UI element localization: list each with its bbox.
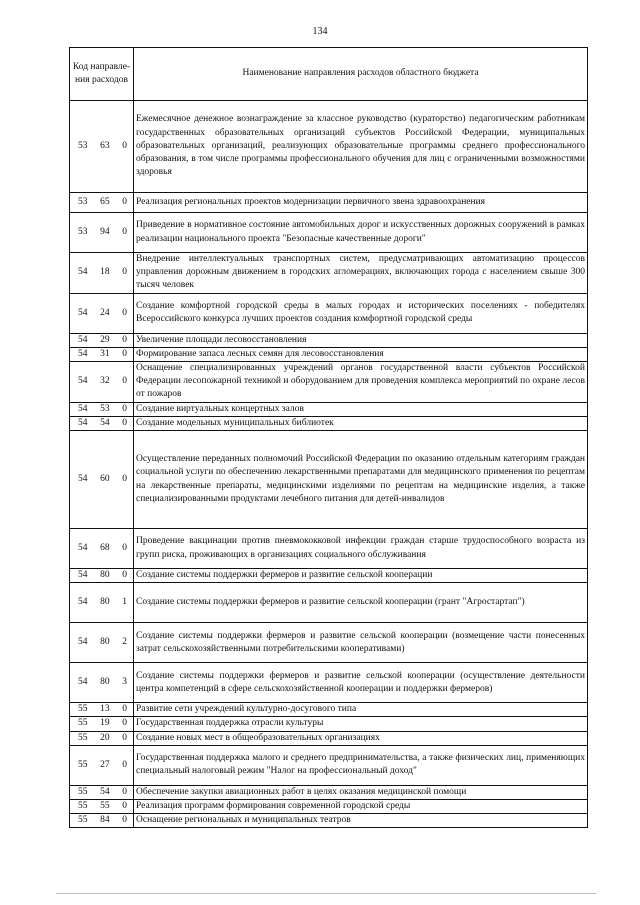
code-part-2: 53 <box>100 403 110 414</box>
expense-code-cell <box>70 213 134 253</box>
code-part-2: 68 <box>100 542 110 553</box>
code-part-1: 53 <box>78 140 88 151</box>
code-part-1: 55 <box>78 815 88 826</box>
expense-code-cell <box>70 623 134 663</box>
table-row <box>70 431 588 529</box>
table-row <box>70 193 588 213</box>
code-part-1: 55 <box>78 759 88 770</box>
code-part-3: 0 <box>122 801 127 812</box>
code-part-3: 0 <box>122 140 127 151</box>
code-part-2: 19 <box>100 718 110 729</box>
expense-direction-name: Создание модельных муниципальных библиотек <box>134 416 588 430</box>
expense-direction-name: Приведение в нормативное состояние автомобильных дорог и искусственных дорожных сооружений в рамках реализации национального проекта "Безопасные качественные дороги" <box>134 213 588 253</box>
code-part-3: 0 <box>122 307 127 318</box>
table-row <box>70 717 588 731</box>
code-part-3: 2 <box>122 637 127 648</box>
table-row <box>70 583 588 623</box>
expense-direction-name: Создание системы поддержки фермеров и развитие сельской кооперации <box>134 569 588 583</box>
code-part-3: 1 <box>122 597 127 608</box>
code-part-3: 0 <box>122 417 127 428</box>
expense-code-cell <box>70 431 134 529</box>
code-part-2: 80 <box>100 677 110 688</box>
expense-code-cell <box>70 569 134 583</box>
expense-code-cell <box>70 402 134 416</box>
code-part-1: 54 <box>78 403 88 414</box>
table-row <box>70 569 588 583</box>
expense-direction-name: Развитие сети учреждений культурно-досугового типа <box>134 703 588 717</box>
code-part-3: 0 <box>122 718 127 729</box>
code-part-1: 54 <box>78 267 88 278</box>
table-row <box>70 703 588 717</box>
expense-direction-name: Осуществление переданных полномочий Российской Федерации по оказанию отдельным категориям граждан социальной услуги по обеспечению лекарственными препаратами для медицинского применения по рецептам на лекарственные препараты, медицинскими изделиями по рецептам на медицинские изделия, а также специализированными продуктами лечебного питания для детей-инвалидов <box>134 431 588 529</box>
code-part-3: 0 <box>122 732 127 743</box>
code-part-1: 55 <box>78 718 88 729</box>
code-part-1: 54 <box>78 637 88 648</box>
table-row <box>70 663 588 703</box>
expense-code-cell <box>70 416 134 430</box>
table-row <box>70 213 588 253</box>
code-part-1: 54 <box>78 348 88 359</box>
expense-code-cell <box>70 583 134 623</box>
expense-code-cell <box>70 703 134 717</box>
expense-code-cell <box>70 529 134 569</box>
expense-direction-name: Реализация программ формирования современной городской среды <box>134 800 588 814</box>
code-part-3: 0 <box>122 196 127 207</box>
expense-code-cell <box>70 347 134 361</box>
expense-code-cell <box>70 785 134 799</box>
expense-direction-name: Реализация региональных проектов модернизации первичного звена здравоохранения <box>134 193 588 213</box>
code-part-2: 24 <box>100 307 110 318</box>
name-column-header: Наименование направления расходов областного бюджета <box>134 48 588 101</box>
expense-direction-name: Ежемесячное денежное вознаграждение за классное руководство (кураторство) педагогическим работникам государственных образовательных организаций субъектов Российской Федерации, муниципальных образовательных организаций, реализующих образовательные программы среднего профессионального образования, в том числе программы профессионального обучения для лиц с ограниченными возможностями здоровья <box>134 101 588 193</box>
expense-code-cell <box>70 101 134 193</box>
code-part-1: 54 <box>78 570 88 581</box>
code-part-3: 0 <box>122 542 127 553</box>
expense-code-cell <box>70 745 134 785</box>
table-row <box>70 745 588 785</box>
expense-direction-name: Проведение вакцинации против пневмококковой инфекции граждан старше трудоспособного возраста из групп риска, проживающих в организациях социального обслуживания <box>134 529 588 569</box>
code-part-1: 54 <box>78 417 88 428</box>
code-part-2: 60 <box>100 473 110 484</box>
page-number: 134 <box>312 26 328 37</box>
expense-code-cell <box>70 800 134 814</box>
table-row <box>70 529 588 569</box>
code-part-3: 3 <box>122 677 127 688</box>
code-part-1: 53 <box>78 196 88 207</box>
code-part-1: 55 <box>78 732 88 743</box>
code-part-1: 54 <box>78 473 88 484</box>
expense-direction-name: Создание системы поддержки фермеров и развитие сельской кооперации (возмещение части понесенных затрат сельскохозяйственными потребительскими кооперативами) <box>134 623 588 663</box>
code-part-1: 55 <box>78 801 88 812</box>
code-part-1: 54 <box>78 597 88 608</box>
code-part-2: 63 <box>100 140 110 151</box>
table-row <box>70 416 588 430</box>
code-part-3: 0 <box>122 334 127 345</box>
code-part-1: 55 <box>78 704 88 715</box>
table-row <box>70 731 588 745</box>
expense-direction-name: Увеличение площади лесовосстановления <box>134 333 588 347</box>
table-row <box>70 347 588 361</box>
expense-direction-name: Государственная поддержка малого и среднего предпринимательства, а также физических лиц, применяющих специальный налоговый режим "Налог на профессиональный доход" <box>134 745 588 785</box>
code-part-1: 54 <box>78 542 88 553</box>
code-part-3: 0 <box>122 759 127 770</box>
expense-direction-name: Обеспечение закупки авиационных работ в целях оказания медицинской помощи <box>134 785 588 799</box>
code-part-2: 54 <box>100 786 110 797</box>
code-part-1: 55 <box>78 786 88 797</box>
table-row <box>70 402 588 416</box>
expense-direction-name: Создание системы поддержки фермеров и развитие сельской кооперации (осуществление деятельности центра компетенций в сфере сельскохозяйственной кооперации и поддержки фермеров) <box>134 663 588 703</box>
code-part-3: 0 <box>122 786 127 797</box>
code-part-2: 20 <box>100 732 110 743</box>
code-column-header: Код направле-ния расходов <box>70 48 134 101</box>
code-part-2: 80 <box>100 637 110 648</box>
code-part-2: 13 <box>100 704 110 715</box>
code-part-3: 0 <box>122 704 127 715</box>
code-part-3: 0 <box>122 348 127 359</box>
code-part-3: 0 <box>122 226 127 237</box>
code-part-1: 54 <box>78 334 88 345</box>
code-part-1: 53 <box>78 226 88 237</box>
expense-direction-name: Внедрение интеллектуальных транспортных систем, предусматривающих автоматизацию процессов управления дорожным движением в городских агломерациях, включающих города с населением свыше 300 тысяч человек <box>134 253 588 294</box>
table-row <box>70 101 588 193</box>
expense-code-cell <box>70 193 134 213</box>
expense-code-cell <box>70 293 134 333</box>
code-part-1: 54 <box>78 677 88 688</box>
expense-code-cell <box>70 663 134 703</box>
footer-divider <box>56 893 596 894</box>
expense-direction-name: Создание новых мест в общеобразовательных организациях <box>134 731 588 745</box>
expense-direction-name: Оснащение региональных и муниципальных театров <box>134 814 588 828</box>
code-part-3: 0 <box>122 376 127 387</box>
expense-code-cell <box>70 333 134 347</box>
table-row <box>70 293 588 333</box>
table-row <box>70 814 588 828</box>
expense-direction-name: Создание системы поддержки фермеров и развитие сельской кооперации (грант "Агростартап") <box>134 583 588 623</box>
code-part-1: 54 <box>78 307 88 318</box>
table-header-row <box>70 48 588 101</box>
expense-direction-name: Создание виртуальных концертных залов <box>134 402 588 416</box>
table-body <box>70 101 588 828</box>
table-row <box>70 785 588 799</box>
code-part-2: 80 <box>100 597 110 608</box>
code-part-2: 94 <box>100 226 110 237</box>
expense-code-cell <box>70 362 134 403</box>
code-part-2: 65 <box>100 196 110 207</box>
table-row <box>70 333 588 347</box>
code-part-2: 80 <box>100 570 110 581</box>
expense-direction-name: Формирование запаса лесных семян для лесовосстановления <box>134 347 588 361</box>
expense-direction-name: Государственная поддержка отрасли культуры <box>134 717 588 731</box>
expense-code-cell <box>70 814 134 828</box>
code-part-2: 55 <box>100 801 110 812</box>
expense-code-cell <box>70 731 134 745</box>
table-row <box>70 800 588 814</box>
code-part-3: 0 <box>122 815 127 826</box>
code-part-2: 31 <box>100 348 110 359</box>
code-part-3: 0 <box>122 473 127 484</box>
expense-direction-name: Создание комфортной городской среды в малых городах и исторических поселениях - победителях Всероссийского конкурса лучших проектов создания комфортной городской среды <box>134 293 588 333</box>
expense-code-cell <box>70 253 134 294</box>
expense-code-cell <box>70 717 134 731</box>
table-row <box>70 623 588 663</box>
expense-direction-name: Оснащение специализированных учреждений органов государственной власти субъектов Российской Федерации лесопожарной техникой и оборудованием для проведения комплекса мероприятий по охране лесов от пожаров <box>134 362 588 403</box>
code-part-2: 18 <box>100 267 110 278</box>
code-part-2: 32 <box>100 376 110 387</box>
code-part-2: 84 <box>100 815 110 826</box>
code-part-3: 0 <box>122 267 127 278</box>
table-row <box>70 253 588 294</box>
code-part-2: 54 <box>100 417 110 428</box>
code-part-1: 54 <box>78 376 88 387</box>
table-row <box>70 362 588 403</box>
budget-directions-table <box>69 47 588 828</box>
code-part-3: 0 <box>122 403 127 414</box>
code-part-3: 0 <box>122 570 127 581</box>
code-part-2: 27 <box>100 759 110 770</box>
code-part-2: 29 <box>100 334 110 345</box>
